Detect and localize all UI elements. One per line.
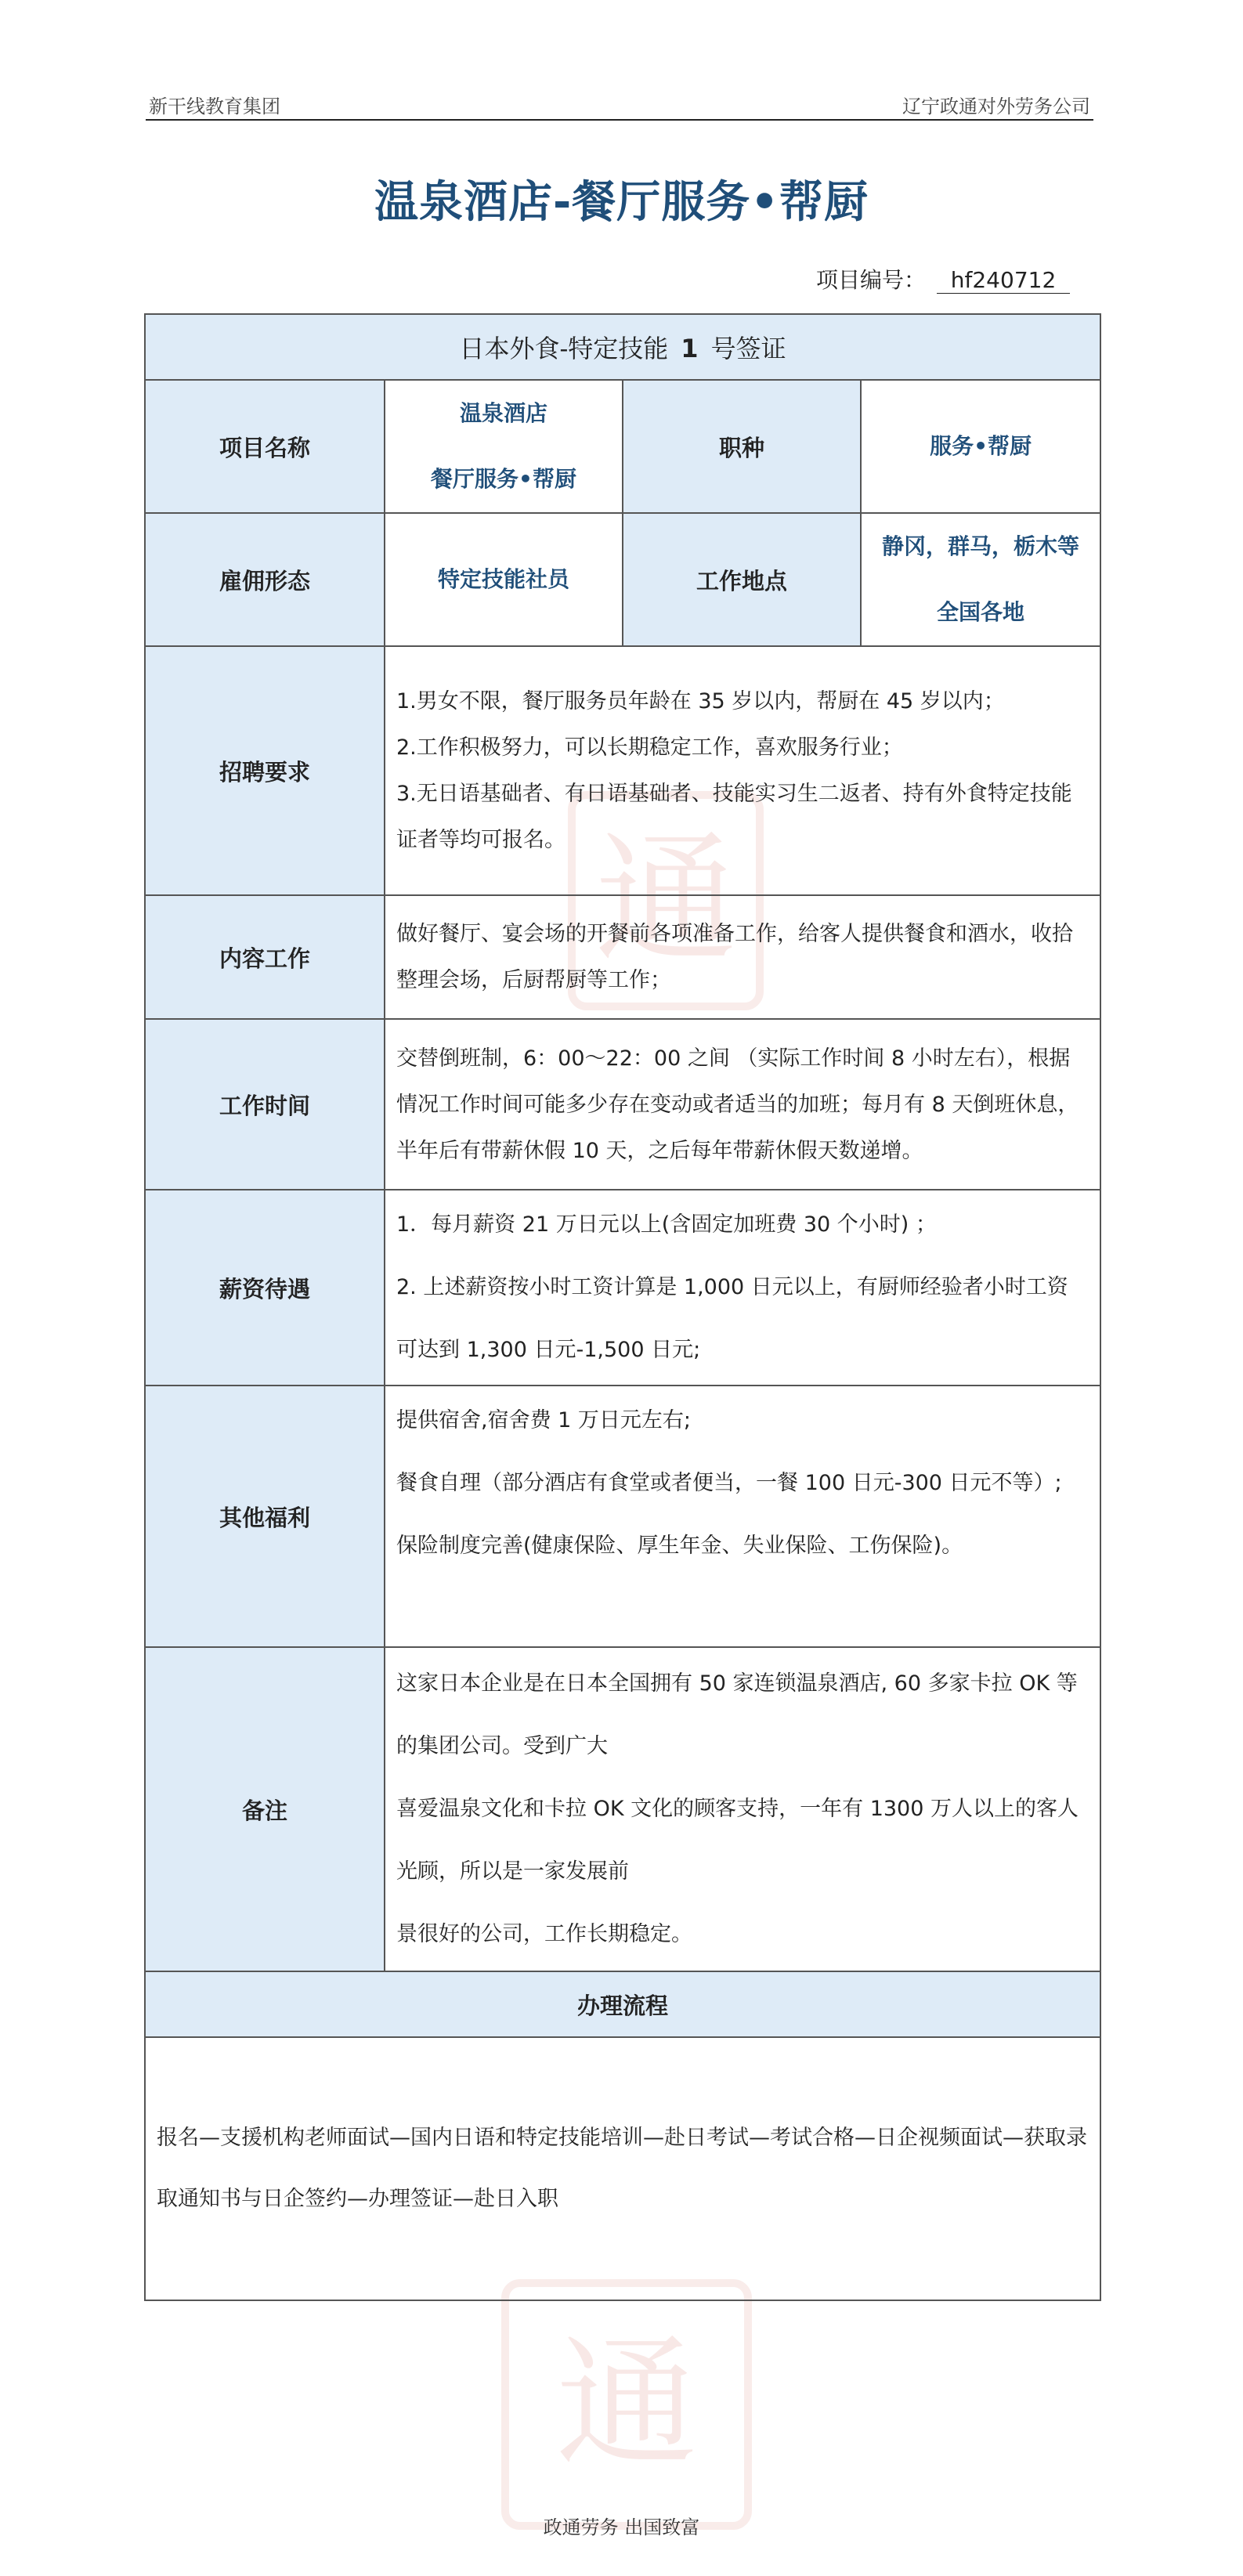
project-name-line-1: 温泉酒店 <box>459 400 547 426</box>
job-type-value: 服务•帮厨 <box>861 380 1100 513</box>
process-header: 办理流程 <box>145 1971 1100 2037</box>
remarks-text <box>385 1647 1100 1971</box>
project-name-line-2: 餐厅服务•帮厨 <box>431 466 576 492</box>
requirements-label: 招聘要求 <box>145 646 385 895</box>
header-left-text: 新干线教育集团 <box>149 96 280 117</box>
job-type-label: 职种 <box>623 380 861 513</box>
salary-line: 2. 上述薪资按小时工资计算是 1,000 日元以上，有厨师经验者小时工资可达到 1,300 日元-1,500 日元; <box>396 1275 1068 1362</box>
remark-line: 喜爱温泉文化和卡拉 OK 文化的顾客支持，一年有 1300 万人以上的客人光顾，所以是一家发展前 <box>396 1797 1079 1884</box>
visa-type-pre: 日本外食-特定技能 <box>459 334 669 363</box>
benefit-line: 提供宿舍,宿舍费 1 万日元左右; <box>396 1408 692 1433</box>
remarks-label: 备注 <box>145 1647 385 1971</box>
visa-type-band <box>145 314 1100 380</box>
job-info-table <box>144 313 1101 2301</box>
remark-line: 景很好的公司，工作长期稳定。 <box>396 1922 692 1946</box>
location-line-1: 静冈，群马，栃木等 <box>882 533 1080 559</box>
work-content-label: 内容工作 <box>145 895 385 1019</box>
salary-line: 1．每月薪资 21 万日元以上(含固定加班费 30 个小时) ； <box>396 1212 937 1237</box>
work-time-text: 交替倒班制，6：00～22：00 之间 （实际工作时间 8 小时左右），根据情况工作时间可能多少存在变动或者适当的加班；每月有 8 天倒班休息，半年后有带薪休假 10 天，之后每年带薪休假天数递增。 <box>385 1019 1100 1190</box>
location-label: 工作地点 <box>623 513 861 646</box>
page-title: 温泉酒店-餐厅服务•帮厨 <box>374 177 869 228</box>
watermark-stamp: 通 <box>568 791 764 1010</box>
process-text: 报名—支援机构老师面试—国内日语和特定技能培训—赴日考试—考试合格—日企视频面试—获取录取通知书与日企签约—办理签证—赴日入职 <box>145 2037 1100 2300</box>
employment-value: 特定技能社员 <box>385 513 623 646</box>
salary-label: 薪资待遇 <box>145 1190 385 1386</box>
project-number-label: 项目编号： <box>816 267 927 293</box>
work-content-text: 做好餐厅、宴会场的开餐前各项准备工作，给客人提供餐食和酒水，收拾整理会场，后厨帮厨等工作； <box>385 895 1100 1019</box>
requirements-text <box>385 646 1100 895</box>
benefits-label: 其他福利 <box>145 1386 385 1647</box>
benefits-text <box>385 1386 1100 1647</box>
visa-type-post: 号签证 <box>710 334 786 363</box>
page-header <box>146 88 1093 121</box>
requirement-line: 3.无日语基础者、有日语基础者、技能实习生二返者、持有外食特定技能证者等均可报名。 <box>396 782 1072 852</box>
project-name-value <box>385 380 623 513</box>
benefit-line: 保险制度完善(健康保险、厚生年金、失业保险、工伤保险)。 <box>396 1534 963 1558</box>
benefit-line: 餐食自理（部分酒店有食堂或者便当，一餐 100 日元-300 日元不等）; <box>396 1471 1062 1495</box>
project-name-label: 项目名称 <box>145 380 385 513</box>
remark-line: 这家日本企业是在日本全国拥有 50 家连锁温泉酒店, 60 多家卡拉 OK 等的集团公司。受到广大 <box>396 1671 1078 1758</box>
employment-label: 雇佣形态 <box>145 513 385 646</box>
visa-type-number: 1 <box>681 334 699 363</box>
header-right-text: 辽宁政通对外劳务公司 <box>902 96 1090 117</box>
work-time-label: 工作时间 <box>145 1019 385 1190</box>
location-value <box>861 513 1100 646</box>
salary-text <box>385 1190 1100 1386</box>
project-number <box>816 263 1070 294</box>
requirement-line: 2.工作积极努力，可以长期稳定工作，喜欢服务行业； <box>396 735 903 760</box>
page-footer: 政通劳务 出国致富 <box>543 2516 700 2538</box>
project-number-value: hf240712 <box>937 267 1070 294</box>
requirement-line: 1.男女不限，餐厅服务员年龄在 35 岁以内，帮厨在 45 岁以内； <box>396 689 1005 714</box>
location-line-2: 全国各地 <box>937 599 1025 625</box>
watermark-stamp: 通 <box>501 2279 752 2530</box>
